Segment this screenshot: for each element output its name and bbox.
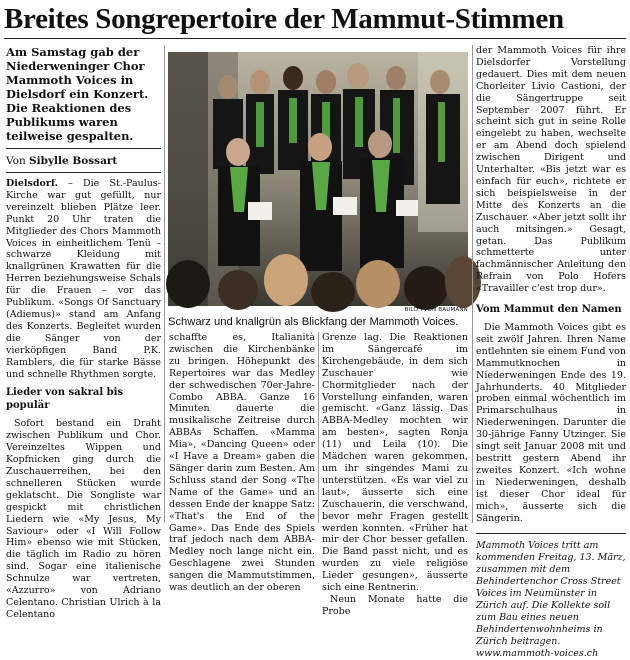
headline-rule <box>4 38 626 39</box>
lead-paragraph: Am Samstag gab der Niederweninger Chor Mammoth Voices in Dielsdorf ein Konzert. Die Reaktionen des Publikums waren teilweise gespalten. <box>6 45 149 143</box>
body-paragraph-1: Dielsdorf. – Die St.-Paulus-Kirche war gut gefüllt, nur vereinzelt blieben Plätze leer. Punkt 20 Uhr traten die Mitglieder des Chors Mammoth Voices in einheitlichem Tenü – schwarze Kleidung mit knallgrünen Krawatten für die Herren beziehungsweise Schals für die Frauen – vor das Publikum. «Songs Of Sanctuary (Adiemus)» stand am Anfang des Konzerts. Begleitet wurden die Sänger von der vierköpfigen Band P.K. Ramblers, die für starke Bässe und schnelle Rhythmen sorgte. <box>6 178 161 380</box>
note-rule <box>476 533 626 534</box>
subhead-2: Vom Mammut den Namen <box>476 304 622 316</box>
byline <box>6 155 161 168</box>
column-divider-1 <box>164 45 165 523</box>
body-paragraph-5: Neun Monate hatte die Probe <box>322 593 468 617</box>
choir-photo <box>168 52 468 306</box>
byline-author: Sibylle Bossart <box>29 155 118 167</box>
photo-caption: Schwarz und knallgrün als Blickfang der Mammoth Voices. <box>168 316 459 328</box>
body-paragraph-6: der Mammoth Voices für ihre Dielsdorfer Vorstellung gedauert. Dies mit dem neuen Chorleiter Livio Castioni, der die Sängertruppe seit September 2007 führt. Er scheint sich gut in seine Rolle eingelebt zu haben, wechselte er am Abend doch spielend zwischen Dirigent und Unterhalter. «Bis jetzt war es einfach für euch», richtete er sich beispielsweise in der Mitte des Konzerts an die Zuschauer. «Aber jetzt sollt ihr auch mitsingen.» Gesagt, getan. Das Publikum schmetterte unter fachmännischer Anleitung den Refrain von Polo Hofers «Travailler c'est trop dur». <box>476 45 626 295</box>
body-paragraph-3: schaffte es, Italianità zwischen die Kirchenbänke zu bringen. Höhepunkt des Repertoires war das Medley der schwedischen 70er-Jahre-Combo ABBA. Ganze 16 Minuten dauerte die musikalische Zeitreise durch ABBAs Schaffen. «Mamma Mia», «Dancing Queen» oder «I Have a Dream» gaben die Sänger darin zum Besten. Am Schluss stand der Song «The Name of the Game» und an dessen Ende der knappe Satz: «That's the End of the Game». Das Ende des Spiels traf jedoch nach dem ABBA-Medley noch lange nicht ein. Geschlagene zwei Stunden sangen die Mammutstimmen, was deutlich an der oberen <box>169 332 315 594</box>
column-3 <box>322 332 468 617</box>
body-paragraph-7: Die Mammoth Voices gibt es seit zwölf Jahren. Ihren Name entlehnten sie einem Fund von Mammutknochen in Niederweningen Ende des 19. Jahrhunderts. 40 Mitglieder proben einmal wöchentlich im Primarschulhaus in Niederweningen. Darunter die 30-jährige Fanny Utzinger. Sie singt seit Januar 2008 mit und bestritt gestern Abend ihr zweites Konzert. «Ich wohne in Niederweningen, deshalb ist dieser Chor ideal für mich», äusserte sich die Sängerin. <box>476 322 626 524</box>
column-divider-3 <box>472 45 473 523</box>
photo-credit: BILD YVON BAUMANN <box>404 307 468 313</box>
byline-prefix: Von <box>6 155 26 167</box>
body-paragraph-4: Grenze lag. Die Reaktionen im Sängercafé im Kirchengebäude, in dem sich Zuschauer wie Chormitglieder nach der Vorstellung einfanden, waren gemischt. «Ganz lässig. Das ABBA-Medley mochten wir am besten», sagten Ronja (11) und Leila (10). Die Mädchen waren gekommen, um ihr singendes Mami zu unterstützen. «Es war viel zu laut», äusserte sich eine Zuschauerin, die verschwand, bevor mehr Fragen gestellt werden konnten. «Früher hat mir der Chor besser gefallen. Die Band passt nicht, und es wurden zu viele religiöse Lieder gesungen», äusserte sich eine Rentnerin. <box>322 332 468 594</box>
event-note: Mammoth Voices tritt am kommenden Freitag, 13. März, zusammen mit dem Behindertenchor Cross Street Voices im Neumünster in Zürich auf. Die Kollekte soll zum Bau eines neuen Behindertenwohnheims in Zürich beitragen. www.mammoth-voices.ch <box>476 540 626 659</box>
column-4 <box>476 45 626 659</box>
headline: Breites Songrepertoire der Mammut-Stimmen <box>4 3 564 35</box>
column-1 <box>6 45 161 620</box>
lead-rule <box>6 148 161 149</box>
subhead-1: Lieder von sakral bis populär <box>6 387 124 412</box>
column-divider-2 <box>318 332 319 523</box>
column-2 <box>169 332 315 594</box>
body-paragraph-2: Sofort bestand ein Draht zwischen Publikum und Chor. Vereinzeltes Wippen und Kopfnicken ging durch die Zuschauerreihen, bei den schnelleren Stücken wurde geklatscht. Die Songliste war gespickt mit christlichen Liedern wie «My Jesus, My Saviour» oder «I Will Follow Him» ebenso wie mit Stücken, die täglich im Radio zu hören sind. Sogar eine italienische Schnulze war vertreten, «Azzurro» von Adriano Celentano. Christian Ulrich à la Celentano <box>6 418 161 620</box>
dateline: Dielsdorf. <box>6 178 58 189</box>
byline-rule <box>6 172 161 173</box>
